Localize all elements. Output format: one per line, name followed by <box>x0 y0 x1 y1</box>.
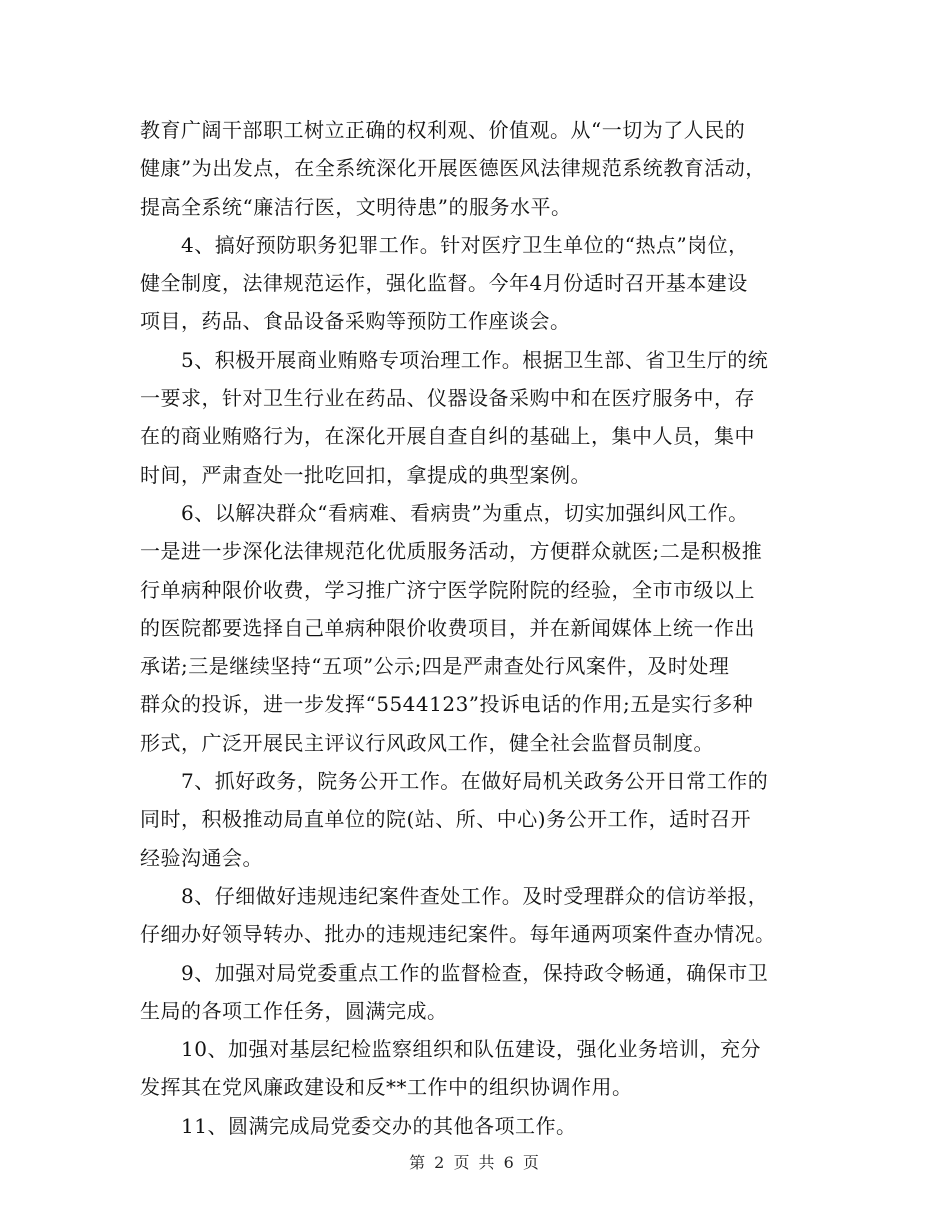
paragraph-item-9: 9、加强对局党委重点工作的监督检查，保持政令畅通，确保市卫 生局的各项工作任务，圆满完成。 <box>140 960 769 1023</box>
paragraph-item-10: 10、加强对基层纪检监察组织和队伍建设，强化业务培训，充分 发挥其在党风廉政建设和反**工作中的组织协调作用。 <box>140 1037 761 1100</box>
paragraph-item-11: 11、圆满完成局党委交办的其他各项工作。 <box>140 1113 577 1138</box>
paragraph-continuation: 教育广阔干部职工树立正确的权利观、价值观。从“一切为了人民的 健康”为出发点，在全系统深化开展医德医风法律规范系统教育活动， 提高全系统“廉洁行医，文明待患”的服务水平。 <box>140 118 766 219</box>
paragraph-item-4: 4、搞好预防职务犯罪工作。针对医疗卫生单位的“热点”岗位， 健全制度，法律规范运作，强化监督。今年4月份适时召开基本建设 项目，药品、食品设备采购等预防工作座谈会。 <box>140 232 749 334</box>
paragraph-item-6: 6、以解决群众“看病难、看病贵”为重点，切实加强纠风工作。 一是进一步深化法律规范化优质服务活动，方便群众就医;二是积极推 行单病种限价收费，学习推广济宁医学院附院的经验，全市市级以上 的医院都要选择自己单病种限价收费项目，并在新闻媒体上统一作出 承诺;三是继续坚持“五项”公示;四是严肃查处行风案件，及时处理 群众的投诉，进一步发挥“5544123”投诉电话的作用;五是实行多种 形式，广泛开展民主评议行风政风工作，健全社会监督员制度。 <box>140 500 763 755</box>
paragraph-item-7: 7、抓好政务，院务公开工作。在做好局机关政务公开日常工作的 同时，积极推动局直单位的院(站、所、中心)务公开工作，适时召开 经验沟通会。 <box>140 769 769 870</box>
document-body <box>140 111 812 1145</box>
paragraph-item-5: 5、积极开展商业贿赂专项治理工作。根据卫生部、省卫生厅的统 一要求，针对卫生行业在药品、仪器设备采购中和在医疗服务中，存 在的商业贿赂行为，在深化开展自查自纠的基础上，集中人员，集中 时间，严肃查处一批吃回扣，拿提成的典型案例。 <box>140 347 769 487</box>
paragraph-item-8: 8、仔细做好违规违纪案件查处工作。及时受理群众的信访举报， 仔细办好领导转办、批办的违规违纪案件。每年通两项案件查办情况。 <box>140 883 776 947</box>
page-footer: 第 2 页 共 6 页 <box>409 1153 541 1172</box>
